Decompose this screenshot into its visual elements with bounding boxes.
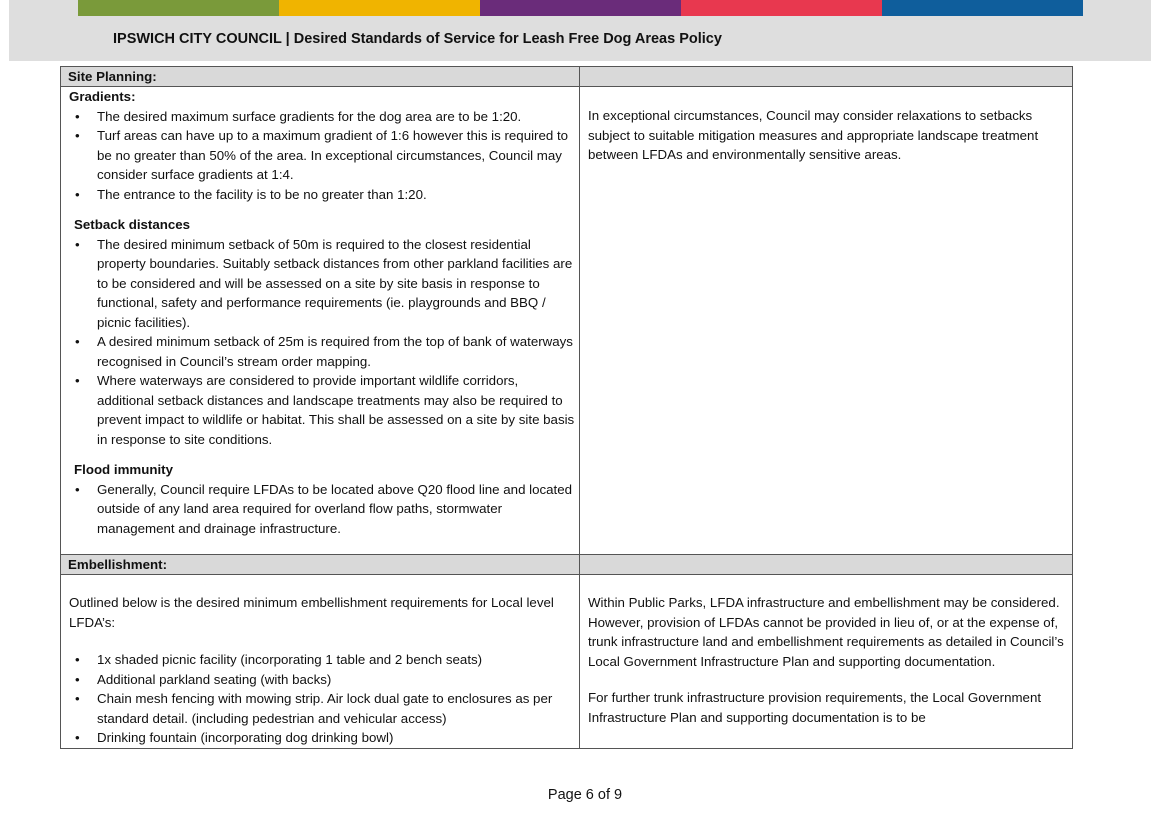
flood-title: Flood immunity <box>74 462 173 477</box>
list-item: • Turf areas can have up to a maximum gradient of 1:6 however this is required to be no greater than 50% of the area. In exceptional circumstances, Council may consider surface gradients at 1:4. <box>61 126 579 185</box>
header-stripe-red <box>681 0 882 16</box>
header-stripe-purple <box>480 0 681 16</box>
list-item: • The entrance to the facility is to be no greater than 1:20. <box>61 185 579 205</box>
trunk-infrastructure-paragraph: For further trunk infrastructure provision requirements, the Local Government Infrastructure Plan and supporting documentation is to be <box>588 690 1042 725</box>
list-item: • Generally, Council require LFDAs to be located above Q20 flood line and located outside of any land area required for overland flow paths, stormwater management and drainage infrastructure. <box>61 480 579 539</box>
embellishment-intro: Outlined below is the desired minimum embellishment requirements for Local level LFDA’s: <box>69 595 554 630</box>
page-number: Page 6 of 9 <box>547 787 623 803</box>
list-item: • The desired maximum surface gradients for the dog area are to be 1:20. <box>61 107 579 127</box>
public-parks-paragraph: Within Public Parks, LFDA infrastructure and embellishment may be considered. However, provision of LFDAs cannot be provided in lieu of, or at the expense of, trunk infrastructure land and embellishment requirements as detailed in Council’s Local Government Infrastructure Plan and supporting documentation. <box>588 595 1064 669</box>
standards-table <box>60 66 1073 749</box>
list-item: • The desired minimum setback of 50m is required to the closest residential property boundaries. Suitably setback distances from other parkland facilities are to be considered and will be assessed on a site by site basis in response to functional, safety and performance requirements (ie. playgrounds and BBQ / picnic facilities). <box>61 235 579 333</box>
embellishment-header-row <box>61 555 1073 575</box>
embellishment-row <box>61 575 1073 749</box>
flood-list <box>61 480 579 539</box>
setback-list <box>61 235 579 450</box>
embellishment-list <box>61 650 579 748</box>
site-planning-row <box>61 87 1073 555</box>
header-title: IPSWICH CITY COUNCIL | Desired Standards of Service for Leash Free Dog Areas Policy <box>113 31 722 47</box>
header-stripe-blue <box>882 0 1083 16</box>
header-stripe-green <box>78 0 279 16</box>
list-item: • Drinking fountain (incorporating dog drinking bowl) <box>61 728 579 748</box>
setback-title: Setback distances <box>74 217 191 232</box>
embellishment-heading: Embellishment: <box>68 557 168 572</box>
list-item: • Chain mesh fencing with mowing strip. Air lock dual gate to enclosures as per standard detail. (including pedestrian and vehicular access) <box>61 689 579 728</box>
header-stripe-yellow <box>279 0 480 16</box>
list-item: • A desired minimum setback of 25m is required from the top of bank of waterways recognised in Council’s stream order mapping. <box>61 332 579 371</box>
list-item: • 1x shaded picnic facility (incorporating 1 table and 2 bench seats) <box>61 650 579 670</box>
list-item: • Where waterways are considered to provide important wildlife corridors, additional setback distances and landscape treatments may also be required to prevent impact to wildlife or habitat. This shall be assessed on a site by site basis in response to site conditions. <box>61 371 579 449</box>
site-planning-header-row <box>61 67 1073 87</box>
site-planning-heading: Site Planning: <box>68 69 157 84</box>
gradients-title: Gradients: <box>69 89 136 104</box>
list-item: • Additional parkland seating (with backs) <box>61 670 579 690</box>
setback-relaxation-note: In exceptional circumstances, Council may consider relaxations to setbacks subject to suitable mitigation measures and appropriate landscape treatment between LFDAs and environmentally sensitive areas. <box>588 108 1039 162</box>
gradients-list <box>61 107 579 205</box>
